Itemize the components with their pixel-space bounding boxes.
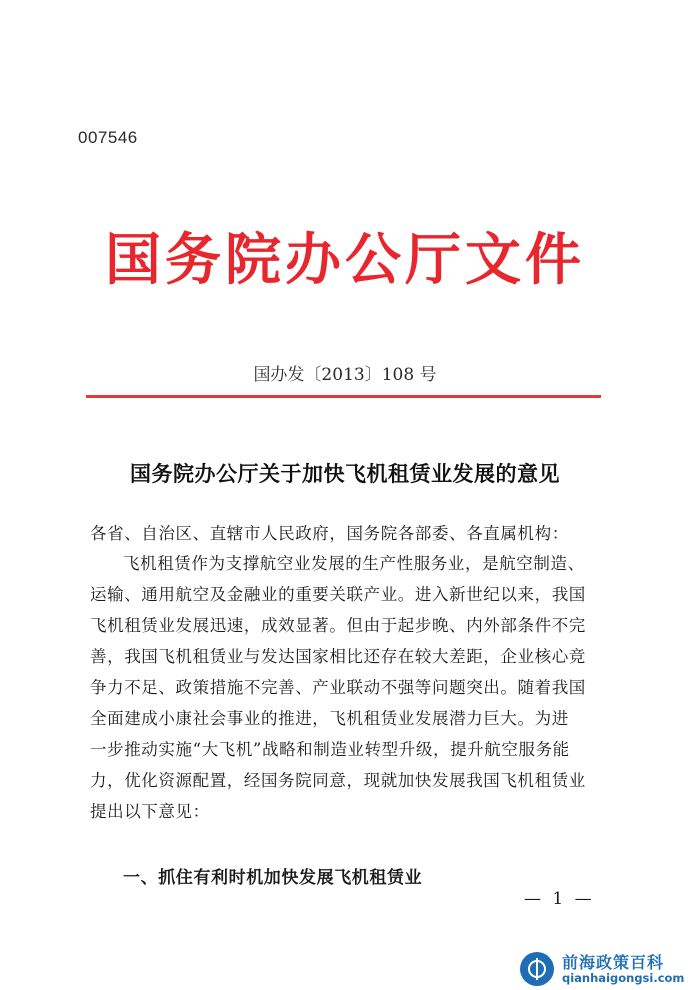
- watermark: [520, 950, 690, 990]
- body-line: 运输、通用航空及金融业的重要关联产业。进入新世纪以来，我国: [90, 585, 586, 604]
- body-paragraph: [90, 548, 610, 827]
- body-line: 全面建成小康社会事业的推进，飞机租赁业发展潜力巨大。为进: [90, 709, 569, 728]
- body-line: 飞机租赁业发展迅速，成效显著。但由于起步晚、内外部条件不完: [90, 616, 586, 635]
- body-line: 善，我国飞机租赁业与发达国家相比还存在较大差距，企业核心竞: [90, 647, 586, 666]
- watermark-url: qianhaigongsi.com: [562, 971, 685, 985]
- issuer-header: 国务院办公厅文件: [105, 228, 585, 293]
- emblem-icon: [520, 952, 554, 986]
- section-heading: 一、抓住有利时机加快发展飞机租赁业: [123, 868, 423, 888]
- body-line: 提出以下意见：: [90, 802, 210, 821]
- body-line: 一步推动实施“大飞机”战略和制造业转型升级，提升航空服务能: [90, 740, 570, 759]
- body-line: 争力不足、政策措施不完善、产业联动不强等问题突出。随着我国: [90, 678, 586, 697]
- serial-number: 007546: [78, 128, 138, 147]
- salutation: 各省、自治区、直辖市人民政府，国务院各部委、各直属机构：: [90, 524, 569, 543]
- body-line: 力，优化资源配置，经国务院同意，现就加快发展我国飞机租赁业: [90, 771, 586, 790]
- document-title: 国务院办公厅关于加快飞机租赁业发展的意见: [130, 462, 560, 486]
- document-number: 国办发〔2013〕108 号: [253, 365, 437, 385]
- page-number: — 1 —: [524, 889, 595, 909]
- body-line: 飞机租赁作为支撑航空业发展的生产性服务业，是航空制造、: [123, 554, 585, 573]
- watermark-name: 前海政策百科: [562, 953, 665, 972]
- red-separator-line: [86, 395, 601, 398]
